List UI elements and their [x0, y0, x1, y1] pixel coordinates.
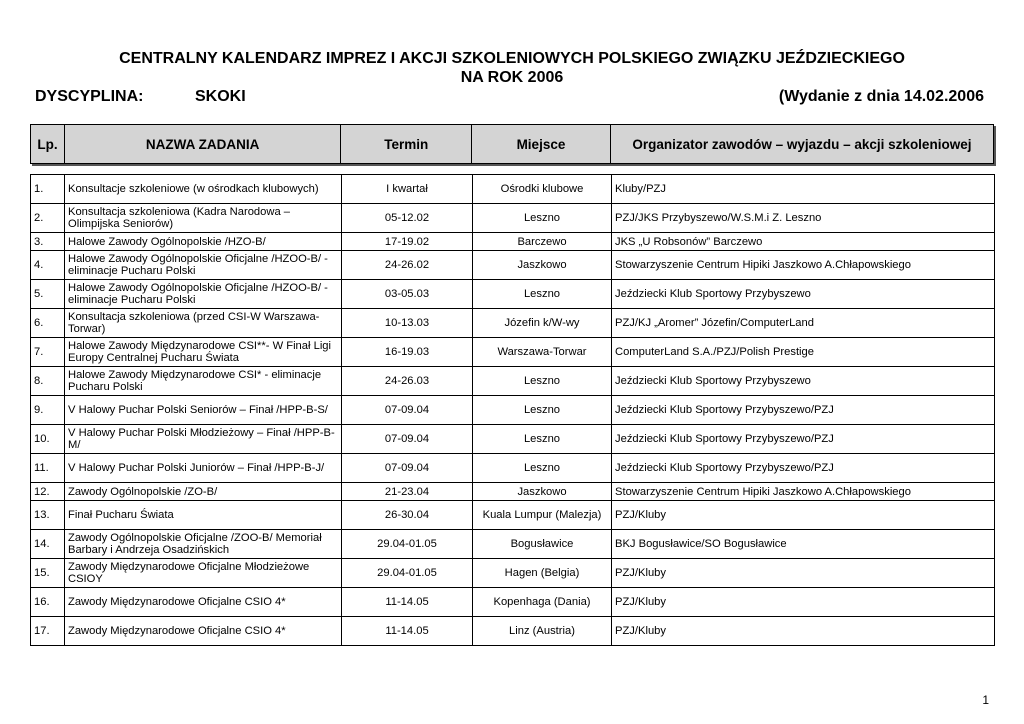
cell-organizer: Jeździecki Klub Sportowy Przybyszewo	[612, 280, 995, 309]
cell-lp: 6.	[31, 309, 65, 338]
cell-term: 16-19.03	[342, 338, 473, 367]
cell-name: Halowe Zawody Ogólnopolskie /HZO-B/	[65, 233, 342, 251]
cell-lp: 1.	[31, 175, 65, 204]
cell-name: Halowe Zawody Międzynarodowe CSI* - eliminacje Pucharu Polski	[65, 367, 342, 396]
cell-term: 29.04-01.05	[342, 530, 473, 559]
cell-term: 05-12.02	[342, 204, 473, 233]
cell-organizer: Stowarzyszenie Centrum Hipiki Jaszkowo A.Chłapowskiego	[612, 251, 995, 280]
table-row	[31, 559, 995, 588]
cell-place: Józefin k/W-wy	[473, 309, 612, 338]
cell-organizer: PZJ/KJ „Aromer” Józefin/ComputerLand	[612, 309, 995, 338]
table-row	[31, 530, 995, 559]
cell-name: Zawody Ogólnopolskie /ZO-B/	[65, 483, 342, 501]
column-header-term: Termin	[341, 125, 472, 163]
edition-date: (Wydanie z dnia 14.02.2006	[778, 88, 984, 105]
cell-place: Leszno	[473, 425, 612, 454]
cell-term: 03-05.03	[342, 280, 473, 309]
discipline-value: SKOKI	[195, 88, 246, 105]
cell-place: Kopenhaga (Dania)	[473, 588, 612, 617]
table-row	[31, 251, 995, 280]
cell-place: Jaszkowo	[473, 251, 612, 280]
cell-lp: 17.	[31, 617, 65, 646]
cell-term: 11-14.05	[342, 588, 473, 617]
cell-name: Halowe Zawody Międzynarodowe CSI**- W Finał Ligi Europy Centralnej Pucharu Świata	[65, 338, 342, 367]
cell-place: Leszno	[473, 396, 612, 425]
cell-name: V Halowy Puchar Polski Młodzieżowy – Finał /HPP-B-M/	[65, 425, 342, 454]
cell-lp: 9.	[31, 396, 65, 425]
cell-term: 29.04-01.05	[342, 559, 473, 588]
cell-term: 11-14.05	[342, 617, 473, 646]
cell-place: Warszawa-Torwar	[473, 338, 612, 367]
cell-place: Linz (Austria)	[473, 617, 612, 646]
cell-name: Zawody Ogólnopolskie Oficjalne /ZOO-B/ Memoriał Barbary i Andrzeja Osadzińskich	[65, 530, 342, 559]
cell-organizer: Jeździecki Klub Sportowy Przybyszewo/PZJ	[612, 396, 995, 425]
table-row	[31, 309, 995, 338]
cell-term: 07-09.04	[342, 454, 473, 483]
cell-lp: 10.	[31, 425, 65, 454]
events-table	[30, 174, 995, 646]
column-header-name: NAZWA ZADANIA	[65, 125, 341, 163]
cell-name: Halowe Zawody Ogólnopolskie Oficjalne /HZOO-B/ - eliminacje Pucharu Polski	[65, 251, 342, 280]
cell-organizer: Jeździecki Klub Sportowy Przybyszewo/PZJ	[612, 454, 995, 483]
table-row	[31, 233, 995, 251]
cell-lp: 14.	[31, 530, 65, 559]
cell-organizer: Jeździecki Klub Sportowy Przybyszewo/PZJ	[612, 425, 995, 454]
cell-name: Zawody Międzynarodowe Oficjalne CSIO 4*	[65, 588, 342, 617]
cell-name: Finał Pucharu Świata	[65, 501, 342, 530]
cell-place: Barczewo	[473, 233, 612, 251]
cell-lp: 16.	[31, 588, 65, 617]
cell-organizer: Jeździecki Klub Sportowy Przybyszewo	[612, 367, 995, 396]
cell-term: 21-23.04	[342, 483, 473, 501]
discipline-label: DYSCYPLINA:	[35, 88, 144, 105]
table-row	[31, 501, 995, 530]
table-row	[31, 454, 995, 483]
cell-term: 07-09.04	[342, 425, 473, 454]
table-row	[31, 175, 995, 204]
cell-place: Leszno	[473, 367, 612, 396]
page-number: 1	[982, 693, 989, 707]
cell-organizer: Stowarzyszenie Centrum Hipiki Jaszkowo A.Chłapowskiego	[612, 483, 995, 501]
cell-term: I kwartał	[342, 175, 473, 204]
cell-name: Zawody Międzynarodowe Oficjalne CSIO 4*	[65, 617, 342, 646]
cell-place: Jaszkowo	[473, 483, 612, 501]
cell-lp: 11.	[31, 454, 65, 483]
table-row	[31, 425, 995, 454]
cell-lp: 7.	[31, 338, 65, 367]
cell-term: 10-13.03	[342, 309, 473, 338]
cell-organizer: Kluby/PZJ	[612, 175, 995, 204]
cell-name: V Halowy Puchar Polski Juniorów – Finał /HPP-B-J/	[65, 454, 342, 483]
cell-lp: 12.	[31, 483, 65, 501]
column-header-place: Miejsce	[472, 125, 611, 163]
cell-term: 24-26.02	[342, 251, 473, 280]
cell-organizer: PZJ/Kluby	[612, 501, 995, 530]
cell-name: Konsultacja szkoleniowa (przed CSI-W Warszawa-Torwar)	[65, 309, 342, 338]
table-row	[31, 588, 995, 617]
cell-name: Halowe Zawody Ogólnopolskie Oficjalne /HZOO-B/ - eliminacje Pucharu Polski	[65, 280, 342, 309]
document-year: NA ROK 2006	[460, 69, 564, 86]
cell-organizer: PZJ/Kluby	[612, 617, 995, 646]
column-header-lp: Lp.	[31, 125, 65, 163]
cell-organizer: PZJ/Kluby	[612, 588, 995, 617]
document-title: CENTRALNY KALENDARZ IMPREZ I AKCJI SZKOLENIOWYCH POLSKIEGO ZWIĄZKU JEŹDZIECKIEGO	[119, 50, 905, 67]
table-row	[31, 204, 995, 233]
cell-lp: 15.	[31, 559, 65, 588]
cell-place: Leszno	[473, 280, 612, 309]
cell-lp: 3.	[31, 233, 65, 251]
table-row	[31, 396, 995, 425]
cell-place: Ośrodki klubowe	[473, 175, 612, 204]
cell-term: 26-30.04	[342, 501, 473, 530]
table-row	[31, 338, 995, 367]
cell-name: Zawody Międzynarodowe Oficjalne Młodzieżowe CSIOY	[65, 559, 342, 588]
cell-name: Konsultacja szkoleniowa (Kadra Narodowa – Olimpijska Seniorów)	[65, 204, 342, 233]
cell-place: Bogusławice	[473, 530, 612, 559]
cell-place: Leszno	[473, 204, 612, 233]
cell-lp: 8.	[31, 367, 65, 396]
cell-organizer: ComputerLand S.A./PZJ/Polish Prestige	[612, 338, 995, 367]
cell-term: 17-19.02	[342, 233, 473, 251]
cell-term: 07-09.04	[342, 396, 473, 425]
cell-place: Leszno	[473, 454, 612, 483]
cell-lp: 4.	[31, 251, 65, 280]
cell-organizer: PZJ/JKS Przybyszewo/W.S.M.i Z. Leszno	[612, 204, 995, 233]
cell-lp: 13.	[31, 501, 65, 530]
table-row	[31, 617, 995, 646]
cell-name: Konsultacje szkoleniowe (w ośrodkach klubowych)	[65, 175, 342, 204]
cell-term: 24-26.03	[342, 367, 473, 396]
cell-place: Hagen (Belgia)	[473, 559, 612, 588]
table-header	[30, 124, 994, 164]
table-row	[31, 367, 995, 396]
table-row	[31, 280, 995, 309]
cell-organizer: BKJ Bogusławice/SO Bogusławice	[612, 530, 995, 559]
cell-name: V Halowy Puchar Polski Seniorów – Finał /HPP-B-S/	[65, 396, 342, 425]
table-row	[31, 483, 995, 501]
cell-organizer: PZJ/Kluby	[612, 559, 995, 588]
cell-organizer: JKS „U Robsonów” Barczewo	[612, 233, 995, 251]
cell-place: Kuala Lumpur (Malezja)	[473, 501, 612, 530]
cell-lp: 5.	[31, 280, 65, 309]
cell-lp: 2.	[31, 204, 65, 233]
column-header-organizer: Organizator zawodów – wyjazdu – akcji szkoleniowej	[632, 136, 972, 152]
